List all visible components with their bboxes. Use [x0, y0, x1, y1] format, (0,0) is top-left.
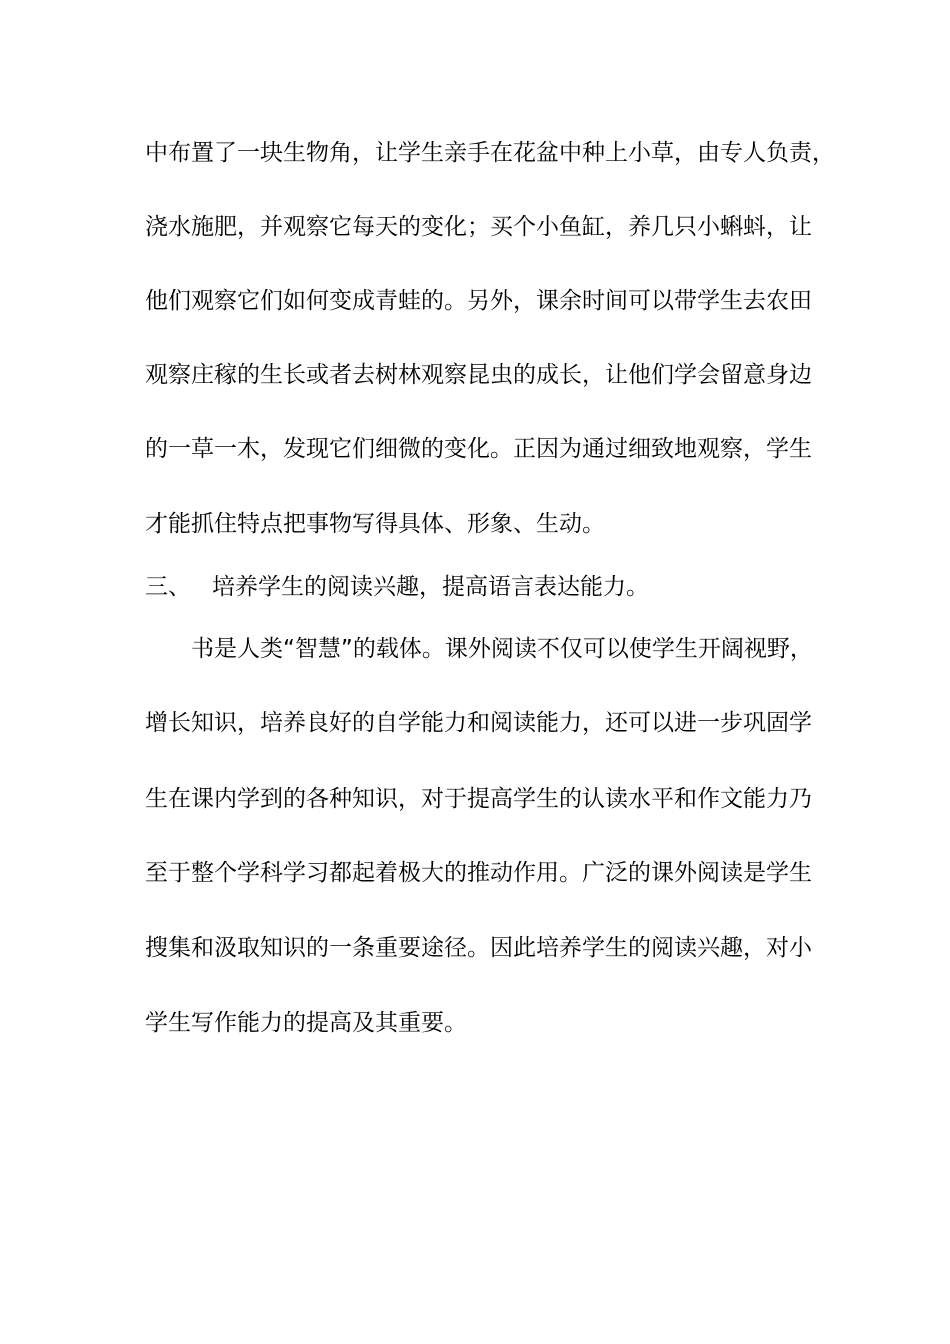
paragraph-line: 观察庄稼的生长或者去树林观察昆虫的成长，让他们学会留意身边 [145, 362, 812, 388]
section-number: 三、 [145, 574, 191, 600]
paragraph-line: 的一草一木，发现它们细微的变化。正因为通过细致地观察，学生 [145, 436, 812, 462]
paragraph-line: 搜集和汲取知识的一条重要途径。因此培养学生的阅读兴趣，对小 [145, 935, 812, 961]
paragraph-line: 增长知识，培养良好的自学能力和阅读能力，还可以进一步巩固学 [145, 710, 812, 736]
paragraph-line: 中布置了一块生物角，让学生亲手在花盆中种上小草，由专人负责， [145, 140, 835, 166]
paragraph-line: 才能抓住特点把事物写得具体、形象、生动。 [145, 511, 605, 537]
paragraph-line: 生在课内学到的各种知识，对于提高学生的认读水平和作文能力乃 [145, 786, 812, 812]
paragraph-line: 书是人类“智慧”的载体。课外阅读不仅可以使学生开阔视野， [191, 636, 813, 662]
paragraph-line: 浇水施肥，并观察它每天的变化；买个小鱼缸，养几只小蝌蚪，让 [145, 214, 812, 240]
section-title: 培养学生的阅读兴趣，提高语言表达能力。 [212, 574, 649, 600]
paragraph-line: 学生写作能力的提高及其重要。 [145, 1010, 467, 1036]
paragraph-line: 他们观察它们如何变成青蛙的。另外，课余时间可以带学生去农田 [145, 288, 812, 314]
paragraph-line: 至于整个学科学习都起着极大的推动作用。广泛的课外阅读是学生 [145, 860, 812, 886]
